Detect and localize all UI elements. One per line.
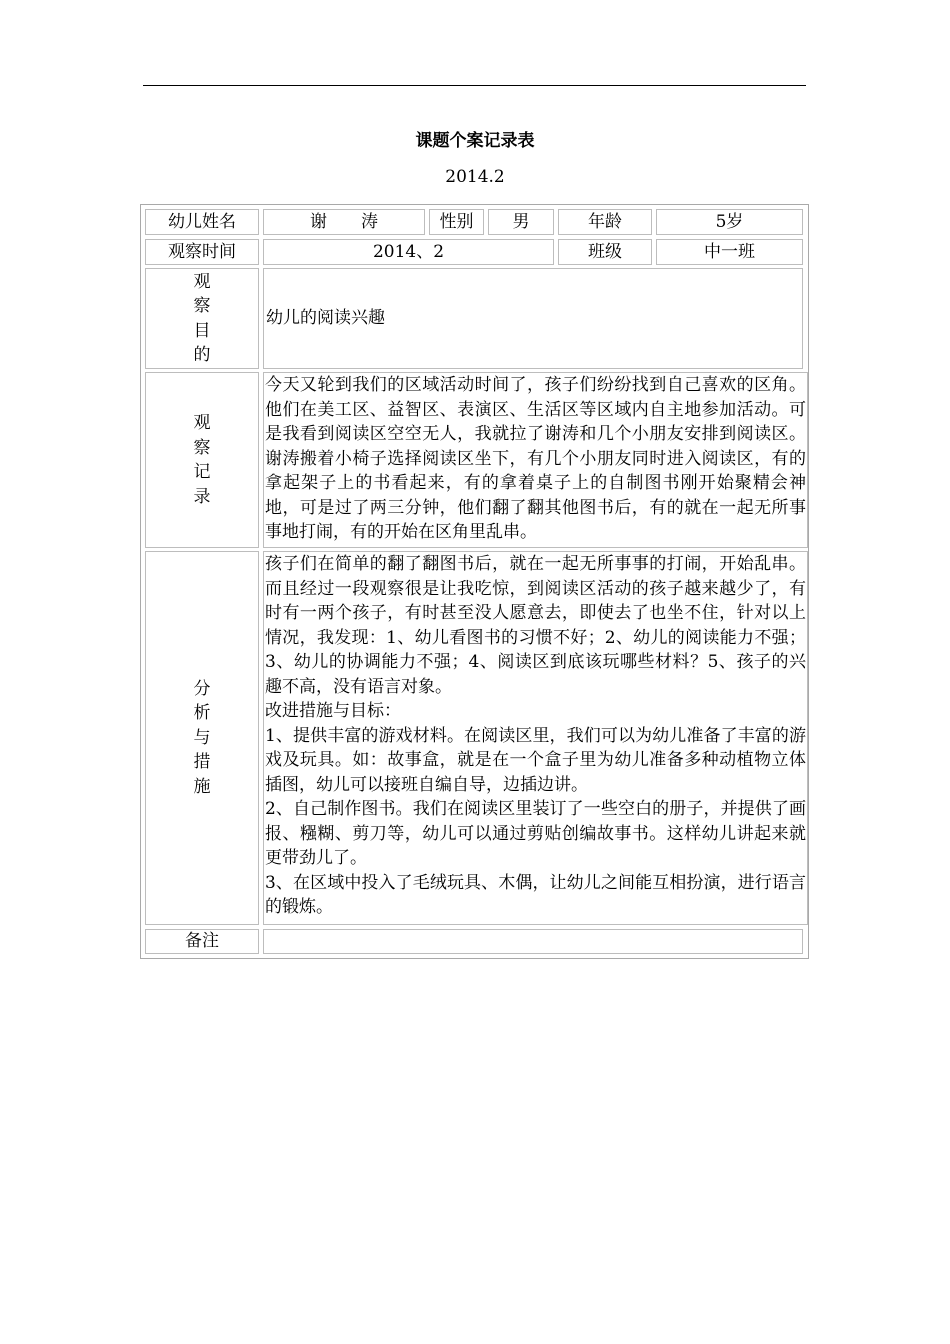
class-value: 中一班 (656, 239, 803, 265)
purpose-label-char: 的 (193, 345, 211, 365)
analysis-label-char: 措 (193, 752, 211, 773)
gender-label: 性别 (429, 209, 484, 235)
age-value: 5岁 (656, 209, 803, 235)
analysis-content: 孩子们在简单的翻了翻图书后，就在一起无所事事的打闹，开始乱串。而且经过一段观察很是让我吃惊，到阅读区活动的孩子越来越少了，有时有一两个孩子，有时甚至没人愿意去，即使去了也坐不住，针对以上情况，我发现：1、幼儿看图书的习惯不好；2、幼儿的阅读能力不强；3、幼儿的协调能力不强；4、阅读区到底该玩哪些材料？5、孩子的兴趣不高，没有语言对象。 改进措施与目标： 1、提供丰富的游戏材料。在阅读区里，我们可以为幼儿准备了丰富的游戏及玩具。如：故事盒，就是在一个盒子里为幼儿准备多种动植物立体插图，幼儿可以接班自编自导，边插边讲。 2、自己制作图书。我们在阅读区里装订了一些空白的册子，并提供了画报、糨糊、剪刀等，幼儿可以通过剪贴创编故事书。这样幼儿讲起来就更带劲儿了。 3、在区域中投入了毛绒玩具、木偶，让幼儿之间能互相扮演，进行语言的锻炼。 (263, 551, 808, 925)
analysis-label-char: 析 (193, 703, 211, 724)
time-value: 2014、2 (263, 239, 554, 265)
record-content: 今天又轮到我们的区域活动时间了，孩子们纷纷找到自己喜欢的区角。他们在美工区、益智区、表演区、生活区等区域内自主地参加活动。可是我看到阅读区空空无人，我就拉了谢涛和几个小朋友安排到阅读区。谢涛搬着小椅子选择阅读区坐下，有几个小朋友同时进入阅读区，有的拿起架子上的书看起来，有的拿着桌子上的自制图书刚开始聚精会神地，可是过了两三分钟，他们翻了翻其他图书后，有的就在一起无所事事地打闹，有的开始在区角里乱串。 (263, 372, 808, 548)
purpose-label-char: 察 (193, 296, 211, 316)
record-label-char: 观 (193, 413, 211, 433)
purpose-content: 幼儿的阅读兴趣 (263, 268, 803, 369)
record-label (145, 372, 259, 548)
purpose-label (145, 268, 259, 369)
name-label: 幼儿姓名 (145, 209, 259, 235)
time-label: 观察时间 (145, 239, 259, 265)
header-rule (143, 85, 806, 86)
analysis-label-char: 与 (193, 727, 211, 748)
analysis-label-char: 分 (193, 678, 211, 699)
gender-value: 男 (488, 209, 554, 235)
analysis-label-char: 施 (193, 776, 211, 797)
document-date: 2014.2 (445, 167, 505, 187)
document-title: 课题个案记录表 (415, 131, 535, 151)
class-label: 班级 (558, 239, 652, 265)
purpose-label-char: 观 (193, 271, 211, 292)
record-label-char: 察 (193, 437, 211, 458)
remarks-content (263, 929, 803, 954)
purpose-label-char: 目 (193, 320, 211, 341)
name-value: 谢 涛 (263, 209, 425, 235)
record-label-char: 记 (193, 462, 211, 482)
remarks-label: 备注 (145, 929, 259, 954)
analysis-label (145, 551, 259, 925)
record-label-char: 录 (193, 486, 211, 507)
age-label: 年龄 (558, 209, 652, 235)
